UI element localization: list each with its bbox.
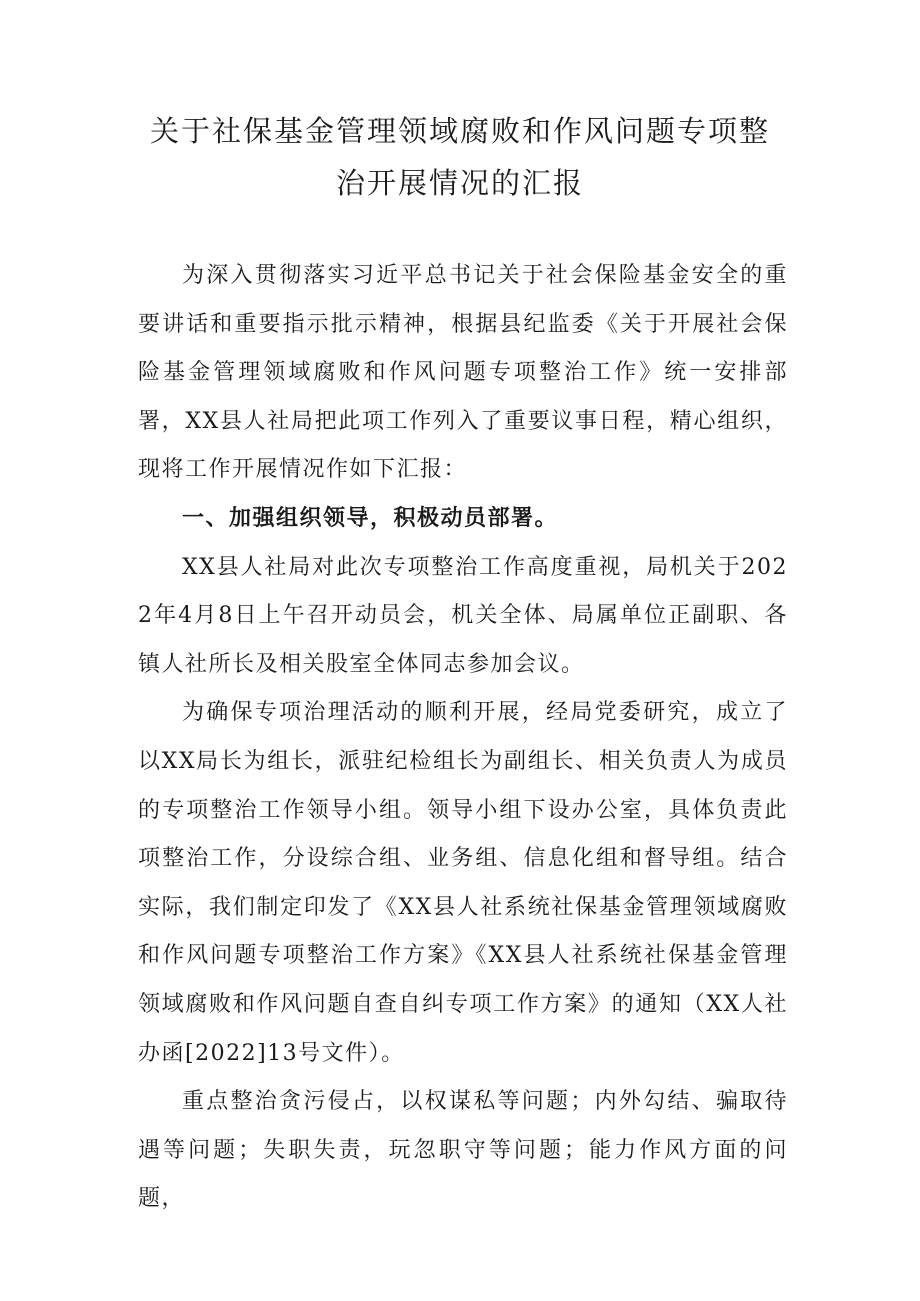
paragraph-leading-group: 为确保专项治理活动的顺利开展，经局党委研究，成立了以XX局长为组长，派驻纪检组长为副组长、相关负责人为成员的专项整治工作领导小组。领导小组下设办公室，具体负责此项整治工作，分设综合组、业务组、信息化组和督导组。结合实际，我们制定印发了《XX县人社系统社保基金管理领域腐败和作风问题专项整治工作方案》《XX县人社系统社保基金管理领域腐败和作风问题自查自纠专项工作方案》的通知（XX人社办函[2022]13号文件）。 [138,700,788,1066]
document-body [138,252,788,1224]
paragraph-intro: 为深入贯彻落实习近平总书记关于社会保险基金安全的重要讲话和重要指示批示精神，根据县纪监委《关于开展社会保险基金管理领域腐败和作风问题专项整治工作》统一安排部署，XX县人社局把此项工作列入了重要议事日程，精心组织，现将工作开展情况作如下汇报： [138,263,788,483]
document-title-line-2: 治开展情况的汇报 [335,166,584,200]
paragraph-mobilization-meeting: XX县人社局对此次专项整治工作高度重视，局机关于2022年4月8日上午召开动员会，机关全体、局属单位正副职、各镇人社所长及相关股室全体同志参加会议。 [138,554,788,677]
section-heading-1: 一、加强组织领导，积极动员部署。 [182,505,559,531]
document-title-line-1: 关于社保基金管理领域腐败和作风问题专项整 [149,114,770,148]
paragraph-key-issues: 重点整治贪污侵占，以权谋私等问题；内外勾结、骗取待遇等问题；失职失责，玩忽职守等问题；能力作风方面的问题， [138,1089,788,1212]
